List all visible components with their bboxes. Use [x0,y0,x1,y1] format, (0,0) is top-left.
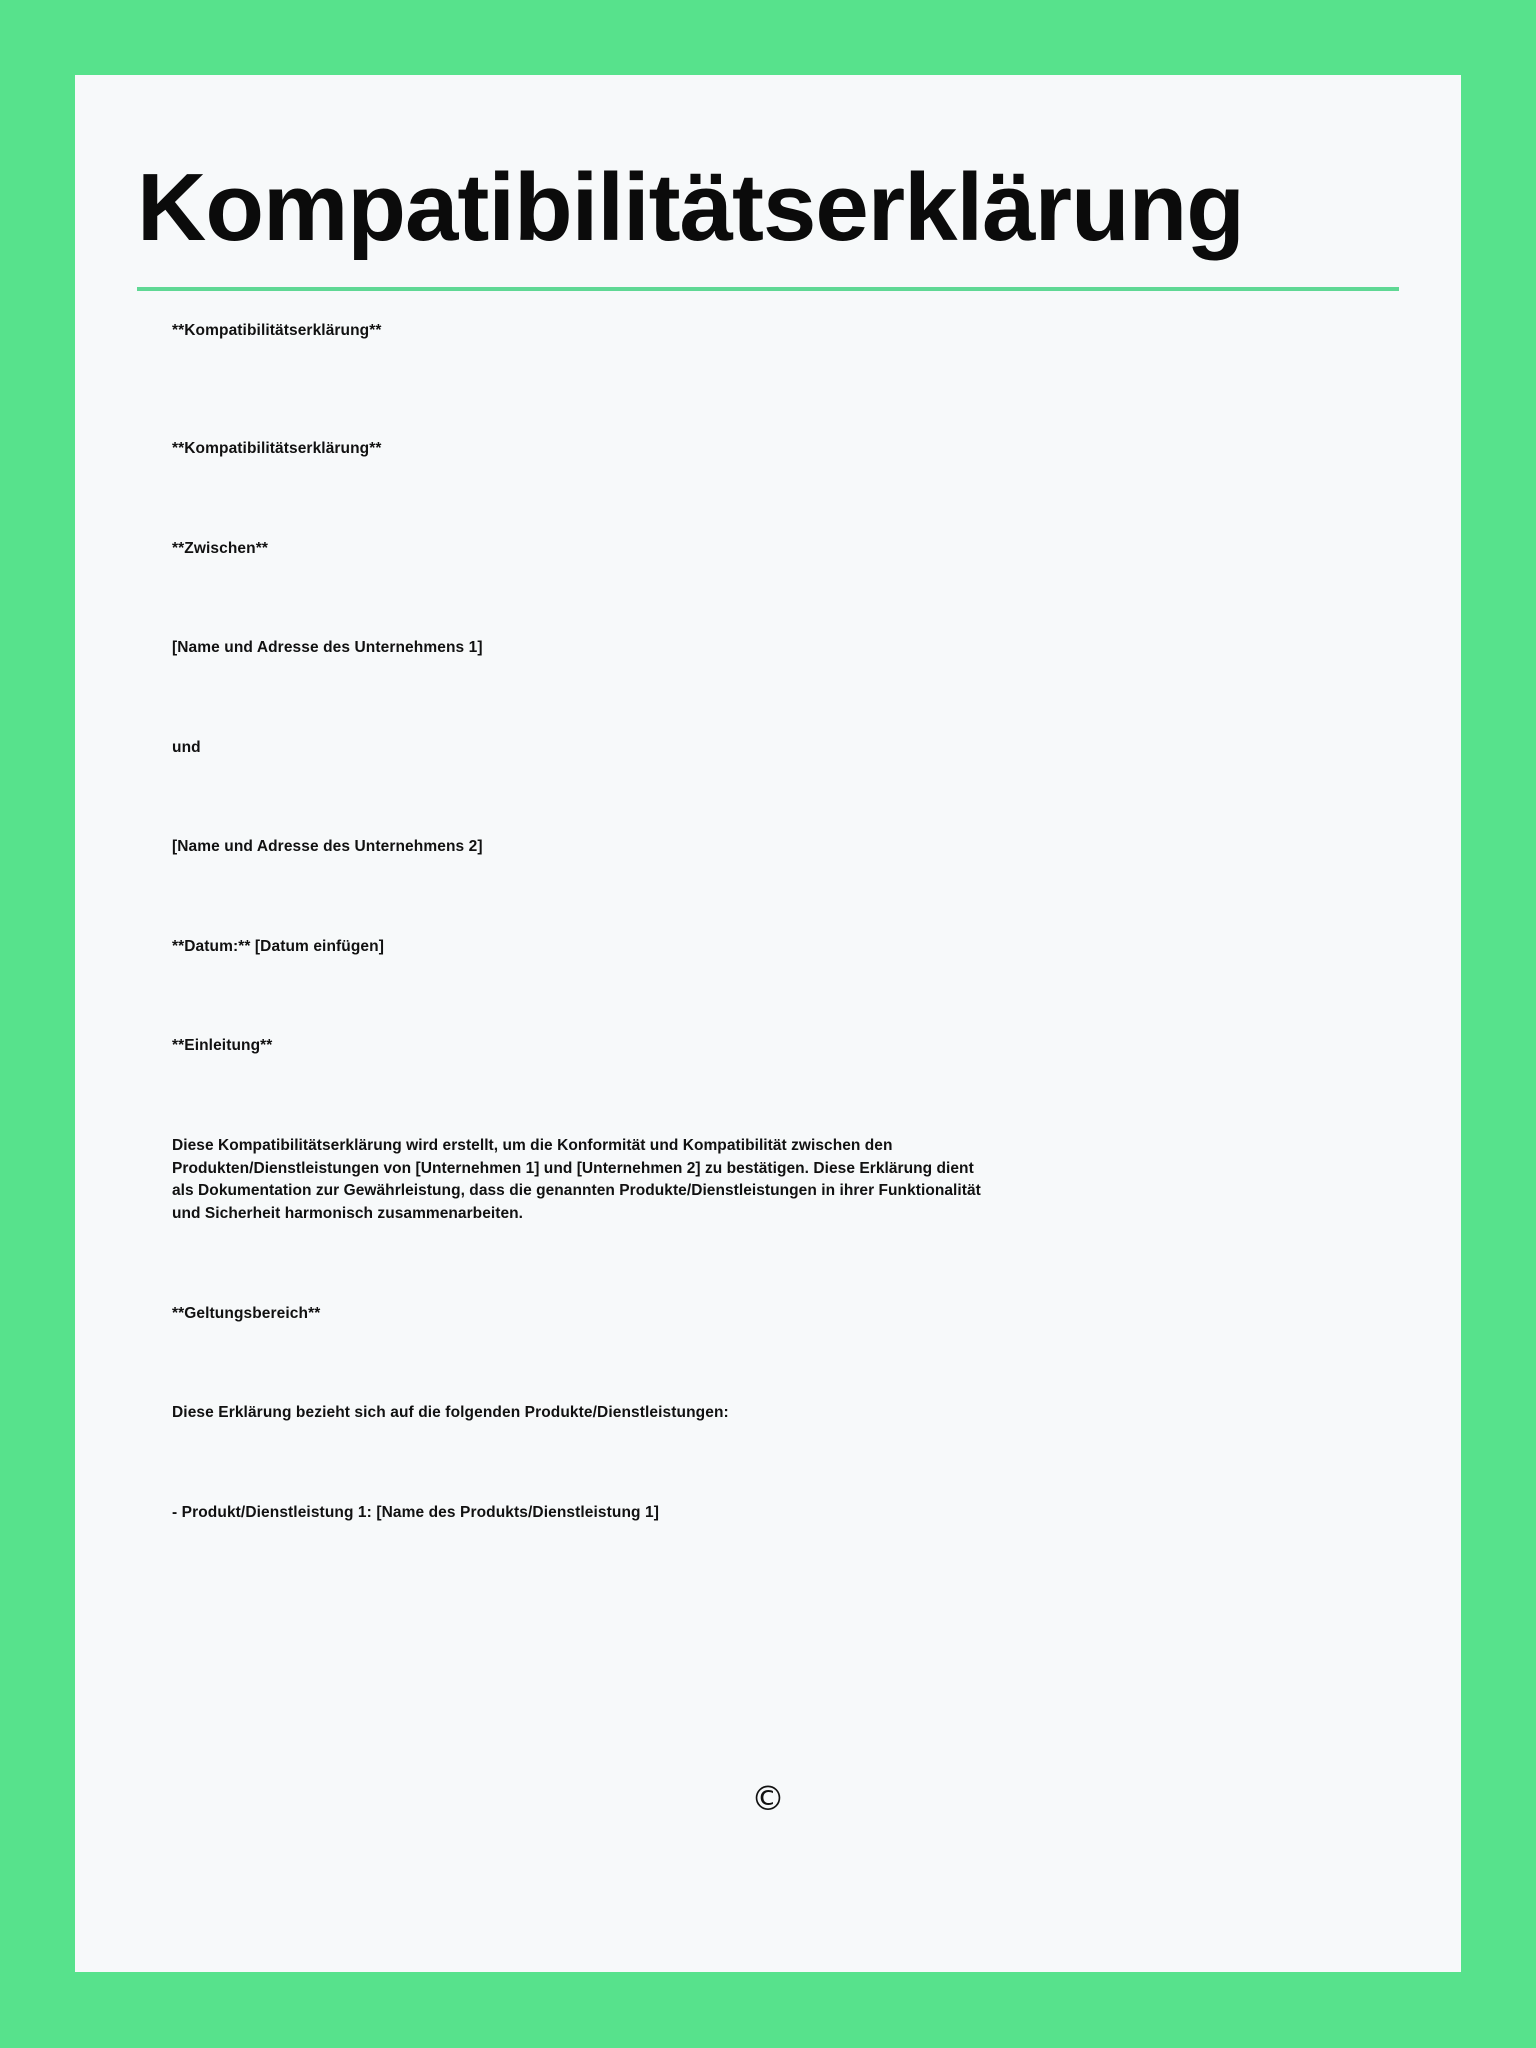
scope-heading: **Geltungsbereich** [172,1304,321,1322]
intro-paragraph: Diese Kompatibilitätserklärung wird erstellt, um die Konformität und Kompatibilität zwischen den Produkten/Dienstleistungen von [Unternehmen 1] und [Unternehmen 2] zu bestätigen. Diese Erklärung dient als Dokumentation zur Gewährleistung, dass die genannten Produkte/Dienstleistungen in ihrer Funktionalität und Sicherheit harmonisch zusammenarbeiten. [172,1136,981,1223]
title-divider [137,287,1399,291]
company-1-line: [Name und Adresse des Unternehmens 1] [172,639,483,657]
scope-list-item-1: - Produkt/Dienstleistung 1: [Name des Produkts/Dienstleistung 1] [172,1503,659,1521]
heading-repeat-1: **Kompatibilitätserklärung** [172,322,382,339]
conjunction-line: und [172,738,201,756]
intro-heading: **Einleitung** [172,1037,273,1055]
copyright-icon: © [751,1779,785,1819]
between-heading: **Zwischen** [172,539,268,557]
document-body [172,320,1372,1524]
page-title: Kompatibilitätserklärung [137,154,1244,261]
date-line: **Datum:** [Datum einfügen] [172,937,384,955]
company-2-line: [Name und Adresse des Unternehmens 2] [172,838,483,856]
heading-repeat-2: **Kompatibilitätserklärung** [172,440,382,458]
document-page [75,75,1461,1972]
scope-intro-line: Diese Erklärung bezieht sich auf die folgenden Produkte/Dienstleistungen: [172,1404,729,1422]
